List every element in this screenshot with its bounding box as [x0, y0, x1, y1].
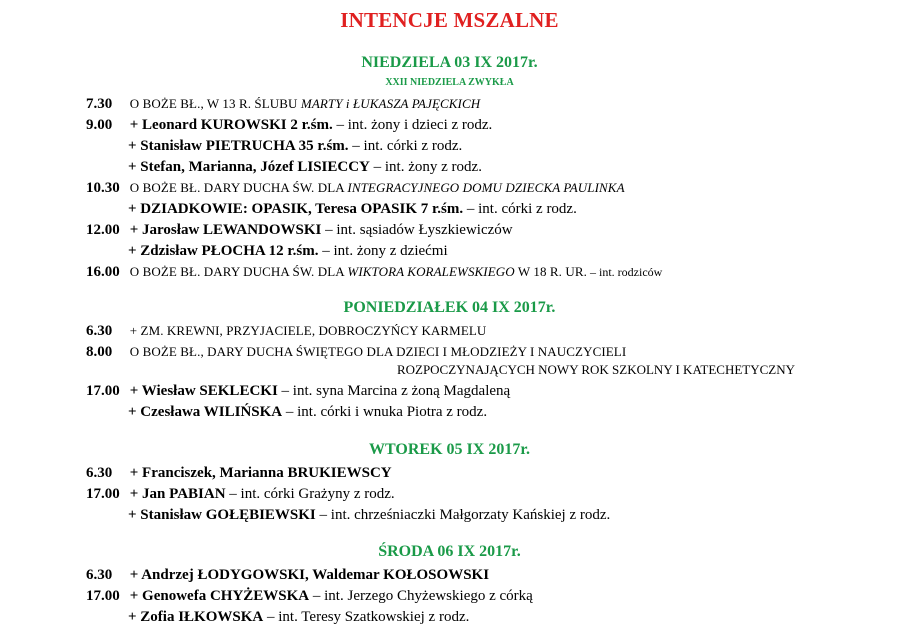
mass-time: 12.00 [86, 222, 120, 238]
intention-deceased: + Genowefa CHYŻEWSKA [129, 588, 310, 604]
intention-deceased: + Andrzej ŁODYGOWSKI, Waldemar KOŁOSOWSKI [129, 567, 490, 583]
intention-row [86, 158, 879, 176]
intention-requester: – int. Jerzego Chyżewskiego z córką [309, 588, 533, 604]
intention-requester: – int. żony i dzieci z rodz. [332, 117, 493, 133]
intention-requester: – int. chrześniaczki Małgorzaty Kańskiej z rodz. [315, 507, 611, 523]
day-heading-wednesday: ŚRODA 06 IX 2017r. [378, 543, 521, 560]
intention-text: O BOŻE BŁ. DARY DUCHA ŚW. DLA [129, 264, 348, 279]
mass-time: 6.30 [86, 465, 113, 481]
mass-time: 17.00 [86, 486, 120, 502]
intention-deceased: + Stefan, Marianna, Józef LISIECCY [128, 159, 370, 175]
mass-time: 7.30 [86, 96, 113, 112]
intention-row [86, 116, 879, 134]
mass-time: 6.30 [86, 323, 113, 339]
mass-time: 16.00 [86, 264, 120, 280]
mass-time: 8.00 [86, 344, 113, 360]
intention-row [86, 343, 879, 361]
intention-row [86, 608, 879, 626]
intention-requester: – int. rodziców [587, 265, 663, 279]
intention-requester: – int. córki z rodz. [463, 201, 577, 217]
intention-names: MARTY i ŁUKASZA PAJĘCKICH [300, 96, 481, 111]
intention-row [86, 137, 879, 155]
intention-text: O BOŻE BŁ., W 13 R. ŚLUBU [129, 96, 301, 111]
intention-requester: – int. żony z dziećmi [318, 243, 448, 259]
intention-text-continuation: ROZPOCZYNAJĄCYCH NOWY ROK SZKOLNY I KATECHETYCZNY [396, 362, 795, 377]
intention-row [86, 587, 879, 605]
intention-deceased: + DZIADKOWIE: OPASIK, Teresa OPASIK 7 r.śm. [128, 201, 464, 217]
intention-row [86, 95, 879, 113]
intention-row [86, 221, 879, 239]
intention-occasion: W 18 R. UR. [514, 264, 587, 279]
day-heading-sunday: NIEDZIELA 03 IX 2017r. [361, 54, 538, 71]
intention-deceased: + Stanisław PIETRUCHA 35 r.śm. [128, 138, 349, 154]
intention-deceased: + Czesława WILIŃSKA [128, 404, 283, 420]
intention-requester: – int. Teresy Szatkowskiej z rodz. [263, 609, 470, 625]
intention-requester: – int. córki z rodz. [348, 138, 463, 154]
mass-time: 6.30 [86, 567, 113, 583]
intention-deceased: + Wiesław SEKLECKI [129, 383, 278, 399]
intention-row [86, 464, 879, 482]
intention-deceased: + Jan PABIAN [129, 486, 226, 502]
intention-deceased: + Stanisław GOŁĘBIEWSKI [128, 507, 316, 523]
intention-row [86, 403, 879, 421]
intention-text: O BOŻE BŁ. DARY DUCHA ŚW. DLA [129, 180, 348, 195]
page-title: INTENCJE MSZALNE [340, 8, 559, 32]
intention-deceased: + Leonard KUROWSKI 2 r.śm. [129, 117, 333, 133]
intention-row [86, 566, 879, 584]
mass-time: 17.00 [86, 588, 120, 604]
intention-row [86, 506, 879, 524]
intention-deceased: + Jarosław LEWANDOWSKI [129, 222, 322, 238]
mass-time: 10.30 [86, 180, 120, 196]
intention-requester: – int. żony z rodz. [369, 159, 482, 175]
intention-names: INTEGRACYJNEGO DOMU DZIECKA PAULINKA [347, 180, 625, 195]
intention-deceased: + Zofia IŁKOWSKA [128, 609, 264, 625]
intention-requester: – int. córki Grażyny z rodz. [225, 486, 395, 502]
intention-row [86, 263, 879, 281]
intention-names: WIKTORA KORALEWSKIEGO [347, 264, 515, 279]
intention-requester: – int. syna Marcina z żoną Magdaleną [277, 383, 511, 399]
day-heading-tuesday: WTOREK 05 IX 2017r. [369, 441, 530, 458]
intention-row [86, 179, 879, 197]
intention-row [86, 322, 879, 340]
intention-requester: – int. córki i wnuka Piotra z rodz. [282, 404, 488, 420]
intention-deceased: + Zdzisław PŁOCHA 12 r.śm. [128, 243, 319, 259]
intention-row [86, 382, 879, 400]
day-subheading-sunday: XXII NIEDZIELA ZWYKŁA [385, 77, 514, 88]
intention-deceased: + Franciszek, Marianna BRUKIEWSCY [129, 465, 392, 481]
intention-requester: – int. sąsiadów Łyszkiewiczów [321, 222, 513, 238]
mass-time: 17.00 [86, 383, 120, 399]
intention-row [86, 200, 879, 218]
intention-row [86, 485, 879, 503]
intention-row [86, 242, 879, 260]
intention-text: + ZM. KREWNI, PRZYJACIELE, DOBROCZYŃCY KARMELU [129, 323, 487, 338]
day-heading-monday: PONIEDZIAŁEK 04 IX 2017r. [343, 299, 556, 316]
intention-text: O BOŻE BŁ., DARY DUCHA ŚWIĘTEGO DLA DZIECI I MŁODZIEŻY I NAUCZYCIELI [129, 344, 627, 359]
mass-time: 9.00 [86, 117, 113, 133]
